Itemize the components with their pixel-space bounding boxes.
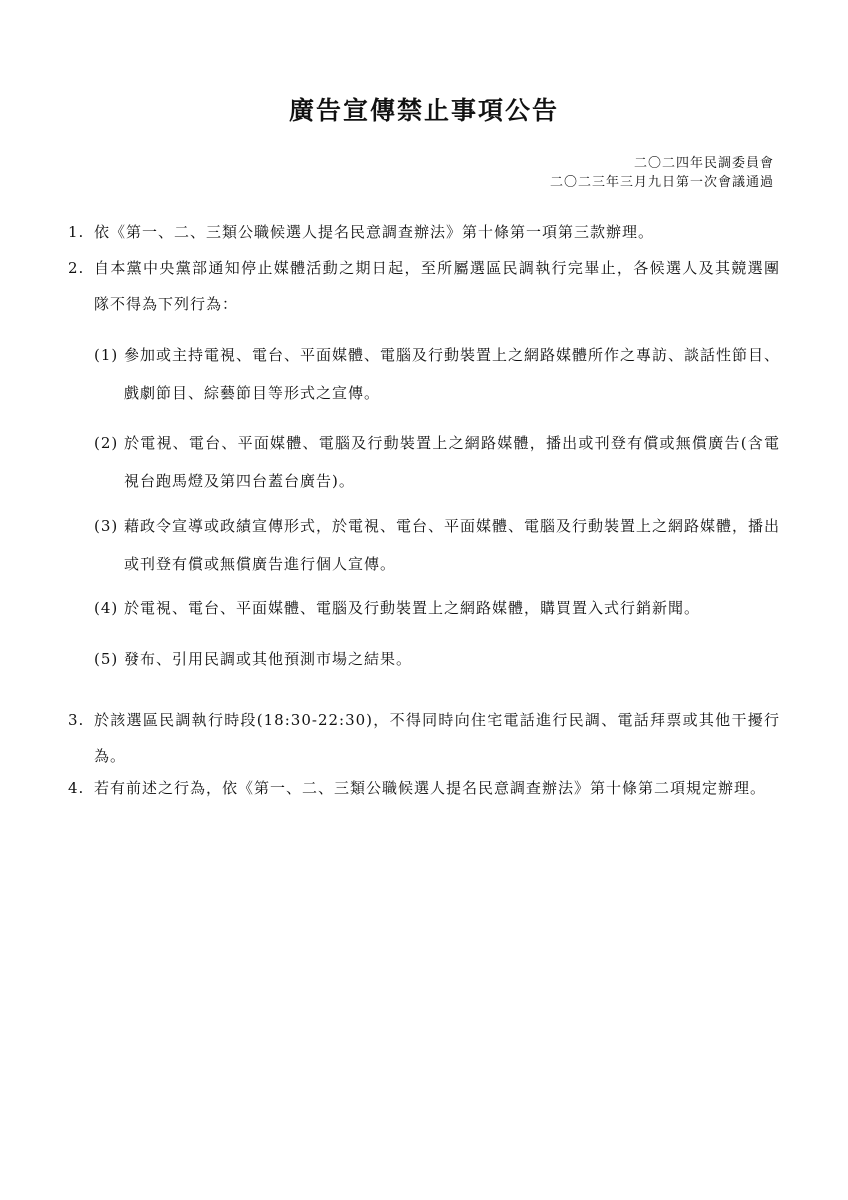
sub-item-text: 參加或主持電視、電台、平面媒體、電腦及行動裝置上之網路媒體所作之專訪、談話性節目、戲劇節目、綜藝節目等形式之宣傳。 [124, 346, 781, 402]
item-text: 若有前述之行為，依《第一、二、三類公職候選人提名民意調查辦法》第十條第二項規定辦理。 [94, 779, 767, 797]
item-number: 2. [68, 259, 85, 277]
document-meta [550, 154, 774, 192]
sub-item-1 [94, 336, 780, 412]
sub-item-2 [94, 424, 780, 500]
sub-item-text: 藉政令宣導或政績宣傳形式，於電視、電台、平面媒體、電腦及行動裝置上之網路媒體，播出或刊登有償或無償廣告進行個人宣傳。 [124, 517, 781, 573]
page-title: 廣告宣傳禁止事項公告 [288, 96, 559, 125]
sub-item-number: (3) [94, 517, 119, 535]
item-number: 3. [68, 711, 85, 729]
sub-item-4 [94, 589, 780, 627]
approval-line: 二〇二三年三月九日第一次會議通過 [549, 175, 774, 190]
sub-item-number: (1) [94, 346, 119, 364]
sub-item-number: (2) [94, 434, 119, 452]
item-text: 於該選區民調執行時段(18:30-22:30)，不得同時向住宅電話進行民調、電話拜票或其他干擾行為。 [94, 711, 780, 765]
item-text: 依《第一、二、三類公職候選人提名民意調查辦法》第十條第一項第三款辦理。 [94, 223, 655, 241]
committee-line: 二〇二四年民調委員會 [633, 156, 774, 171]
sub-item-text: 於電視、電台、平面媒體、電腦及行動裝置上之網路媒體，購買置入式行銷新聞。 [124, 599, 701, 617]
list-item-4 [68, 770, 780, 806]
sub-item-text: 發布、引用民調或其他預測市場之結果。 [124, 650, 413, 668]
list-item-2 [68, 250, 780, 322]
sub-item-number: (5) [94, 650, 119, 668]
item-number: 4. [68, 779, 85, 797]
item-number: 1. [68, 223, 85, 241]
list-item-1 [68, 214, 780, 250]
sub-item-text: 於電視、電台、平面媒體、電腦及行動裝置上之網路媒體，播出或刊登有償或無償廣告(含電視台跑馬燈及第四台蓋台廣告)。 [124, 434, 780, 490]
list-item-3 [68, 702, 780, 774]
sub-item-number: (4) [94, 599, 119, 617]
item-text: 自本黨中央黨部通知停止媒體活動之期日起，至所屬選區民調執行完畢止，各候選人及其競選團隊不得為下列行為： [94, 259, 780, 313]
sub-item-5 [94, 640, 780, 678]
sub-item-3 [94, 507, 780, 583]
